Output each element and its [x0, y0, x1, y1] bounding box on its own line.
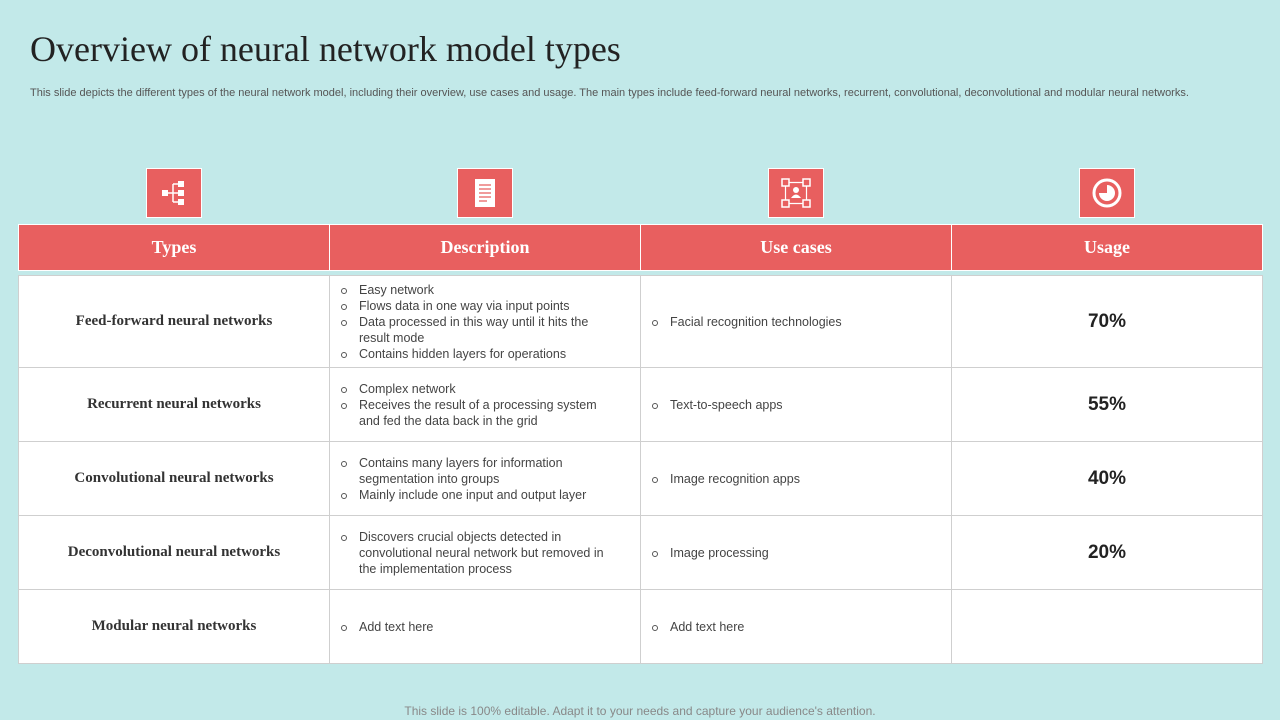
description-item: Add text here	[340, 619, 620, 635]
usage-value: 70%	[952, 276, 1263, 368]
use-case-item: Text-to-speech apps	[651, 397, 931, 413]
type-cell: Convolutional neural networks	[19, 442, 330, 516]
table-row	[19, 368, 1263, 442]
table-row	[19, 276, 1263, 368]
slide-title: Overview of neural network model types	[30, 29, 621, 69]
neural-network-table	[18, 224, 1263, 664]
description-cell	[330, 590, 641, 664]
description-item: Flows data in one way via input points	[340, 298, 620, 314]
usage-value: 55%	[952, 368, 1263, 442]
network-icon	[768, 168, 824, 218]
table-header-row	[19, 225, 1263, 271]
footer-note: This slide is 100% editable. Adapt it to your needs and capture your audience's attention.	[404, 704, 876, 718]
use-case-item: Add text here	[651, 619, 931, 635]
description-cell	[330, 368, 641, 442]
use-case-cell	[641, 276, 952, 368]
description-cell	[330, 276, 641, 368]
type-cell: Recurrent neural networks	[19, 368, 330, 442]
header-description: Description	[330, 225, 641, 271]
usage-value	[952, 590, 1263, 664]
hierarchy-icon	[146, 168, 202, 218]
header-usage: Usage	[952, 225, 1263, 271]
type-cell: Feed-forward neural networks	[19, 276, 330, 368]
description-item: Discovers crucial objects detected in convolutional neural network but removed in the implementation process	[340, 529, 620, 577]
table-row	[19, 516, 1263, 590]
use-case-cell	[641, 590, 952, 664]
type-cell: Deconvolutional neural networks	[19, 516, 330, 590]
use-case-item: Image recognition apps	[651, 471, 931, 487]
description-item: Data processed in this way until it hits the result mode	[340, 314, 620, 346]
use-case-cell	[641, 442, 952, 516]
description-item: Easy network	[340, 282, 620, 298]
header-use-cases: Use cases	[641, 225, 952, 271]
description-item: Contains hidden layers for operations	[340, 346, 620, 362]
description-cell	[330, 442, 641, 516]
pie-chart-icon	[1079, 168, 1135, 218]
description-item: Complex network	[340, 381, 620, 397]
usage-value: 40%	[952, 442, 1263, 516]
table-row	[19, 442, 1263, 516]
description-cell	[330, 516, 641, 590]
slide-subtitle: This slide depicts the different types of the neural network model, including their overview, use cases and usage. The main types include feed-forward neural networks, recurrent, convolutional, deconvolutional and modular neural networks.	[30, 87, 1189, 99]
use-case-cell	[641, 368, 952, 442]
usage-value: 20%	[952, 516, 1263, 590]
use-case-item: Image processing	[651, 545, 931, 561]
description-item: Mainly include one input and output layer	[340, 487, 620, 503]
table-row	[19, 590, 1263, 664]
description-item: Receives the result of a processing system and fed the data back in the grid	[340, 397, 620, 429]
description-item: Contains many layers for information segmentation into groups	[340, 455, 620, 487]
document-icon	[457, 168, 513, 218]
use-case-item: Facial recognition technologies	[651, 314, 931, 330]
use-case-cell	[641, 516, 952, 590]
type-cell: Modular neural networks	[19, 590, 330, 664]
header-types: Types	[19, 225, 330, 271]
